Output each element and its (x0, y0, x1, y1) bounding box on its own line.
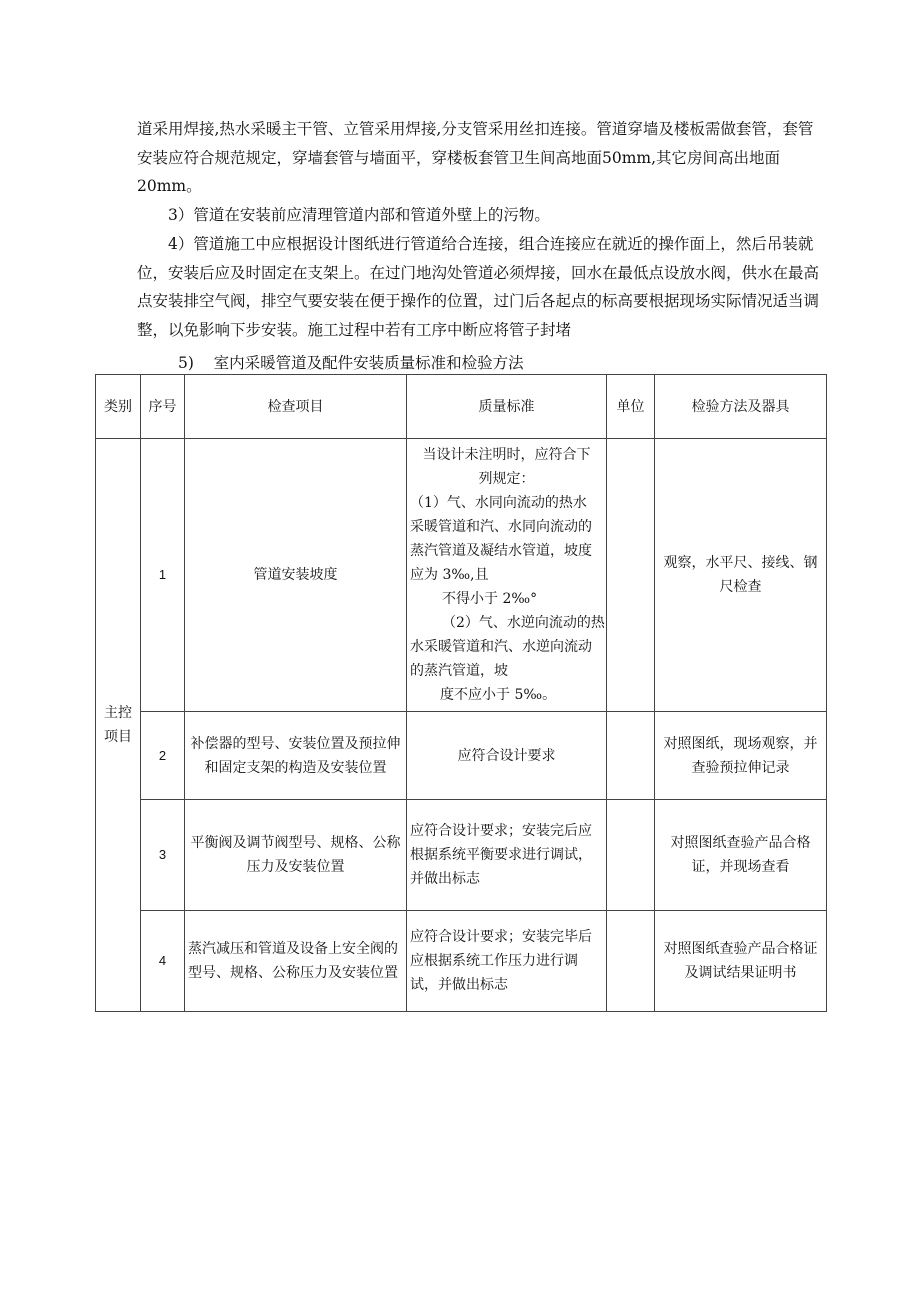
standard-line: 当设计未注明时，应符合下 (422, 447, 591, 463)
item-cell: 蒸汽减压和管道及设备上安全阀的型号、规格、公称压力及安装位置 (185, 911, 407, 1012)
unit-cell (607, 911, 655, 1012)
seq-cell: 3 (141, 800, 185, 911)
table-row (96, 800, 827, 911)
standard-line: （1）气、水同向流动的热水 (410, 495, 587, 511)
header-standard: 质量标准 (407, 375, 607, 439)
inspection-table (95, 374, 827, 1012)
item-cell: 管道安装坡度 (185, 439, 407, 712)
paragraph-pipe-assembly: 4）管道施工中应根据设计图纸进行管道给合连接，组合连接应在就近的操作面上，然后吊装就位，安装后应及时固定在支架上。在过门地沟处管道必须焊接，回水在最低点设放水阀，供水在最高点安装排空气阀，排空气要安装在便于操作的位置，过门后各起点的标高要根据现场实际情况适当调整，以免影响下步安装。施工过程中若有工序中断应将管子封堵 (137, 235, 820, 339)
seq-cell: 1 (141, 439, 185, 712)
standard-cell: 应符合设计要求 (407, 712, 607, 800)
standard-line: 度不应小于 5‰。 (440, 687, 557, 703)
table-row (96, 712, 827, 800)
category-cell: 主控项目 (96, 439, 141, 1012)
table-row (96, 439, 827, 712)
header-item: 检查项目 (185, 375, 407, 439)
standard-lines (410, 443, 603, 707)
table-caption: 5) 室内采暖管道及配件安装质量标准和检验方法 (178, 354, 524, 372)
header-unit: 单位 (607, 375, 655, 439)
standard-cell: 应符合设计要求；安装完毕后应根据系统工作压力进行调试，并做出标志 (407, 911, 607, 1012)
standard-line: 列规定： (478, 471, 535, 487)
item-cell: 补偿器的型号、安装位置及预拉伸和固定支架的构造及安装位置 (185, 712, 407, 800)
item-cell: 平衡阀及调节阀型号、规格、公称压力及安装位置 (185, 800, 407, 911)
method-cell: 对照图纸，现场观察，并查验预拉伸记录 (655, 712, 827, 800)
header-category: 类别 (96, 375, 141, 439)
standard-line: 应为 3‰,且 (410, 567, 489, 583)
seq-cell: 2 (141, 712, 185, 800)
standard-line: 水采暖管道和汽、水逆向流动 (410, 639, 592, 655)
standard-line: 采暖管道和汽、水同向流动的 (410, 519, 592, 535)
table-header-row (96, 375, 827, 439)
header-seq: 序号 (141, 375, 185, 439)
method-cell: 对照图纸查验产品合格证及调试结果证明书 (655, 911, 827, 1012)
standard-line: 蒸汽管道及凝结水管道，坡度 (410, 543, 592, 559)
standard-cell (407, 439, 607, 712)
method-cell: 观察，水平尺、接线、钢尺检查 (655, 439, 827, 712)
standard-line: 不得小于 2‰° (442, 591, 538, 607)
standard-cell: 应符合设计要求；安装完后应根据系统平衡要求进行调试，并做出标志 (407, 800, 607, 911)
unit-cell (607, 439, 655, 712)
table-row (96, 911, 827, 1012)
standard-line: （2）气、水逆向流动的热 (442, 615, 605, 631)
standard-line: 的蒸汽管道，坡 (410, 663, 508, 679)
method-cell: 对照图纸查验产品合格证，并现场查看 (655, 800, 827, 911)
unit-cell (607, 800, 655, 911)
seq-cell: 4 (141, 911, 185, 1012)
paragraph-pipe-connection: 道采用焊接,热水采暖主干管、立管采用焊接,分支管采用丝扣连接。管道穿墙及楼板需做套管，套管安装应符合规范规定，穿墙套管与墙面平，穿楼板套管卫生间高地面50mm,其它房间高出地面20mm。 (137, 120, 814, 195)
paragraph-pipe-cleaning: 3）管道在安装前应清理管道内部和管道外壁上的污物。 (168, 206, 550, 224)
unit-cell (607, 712, 655, 800)
header-method: 检验方法及器具 (655, 375, 827, 439)
